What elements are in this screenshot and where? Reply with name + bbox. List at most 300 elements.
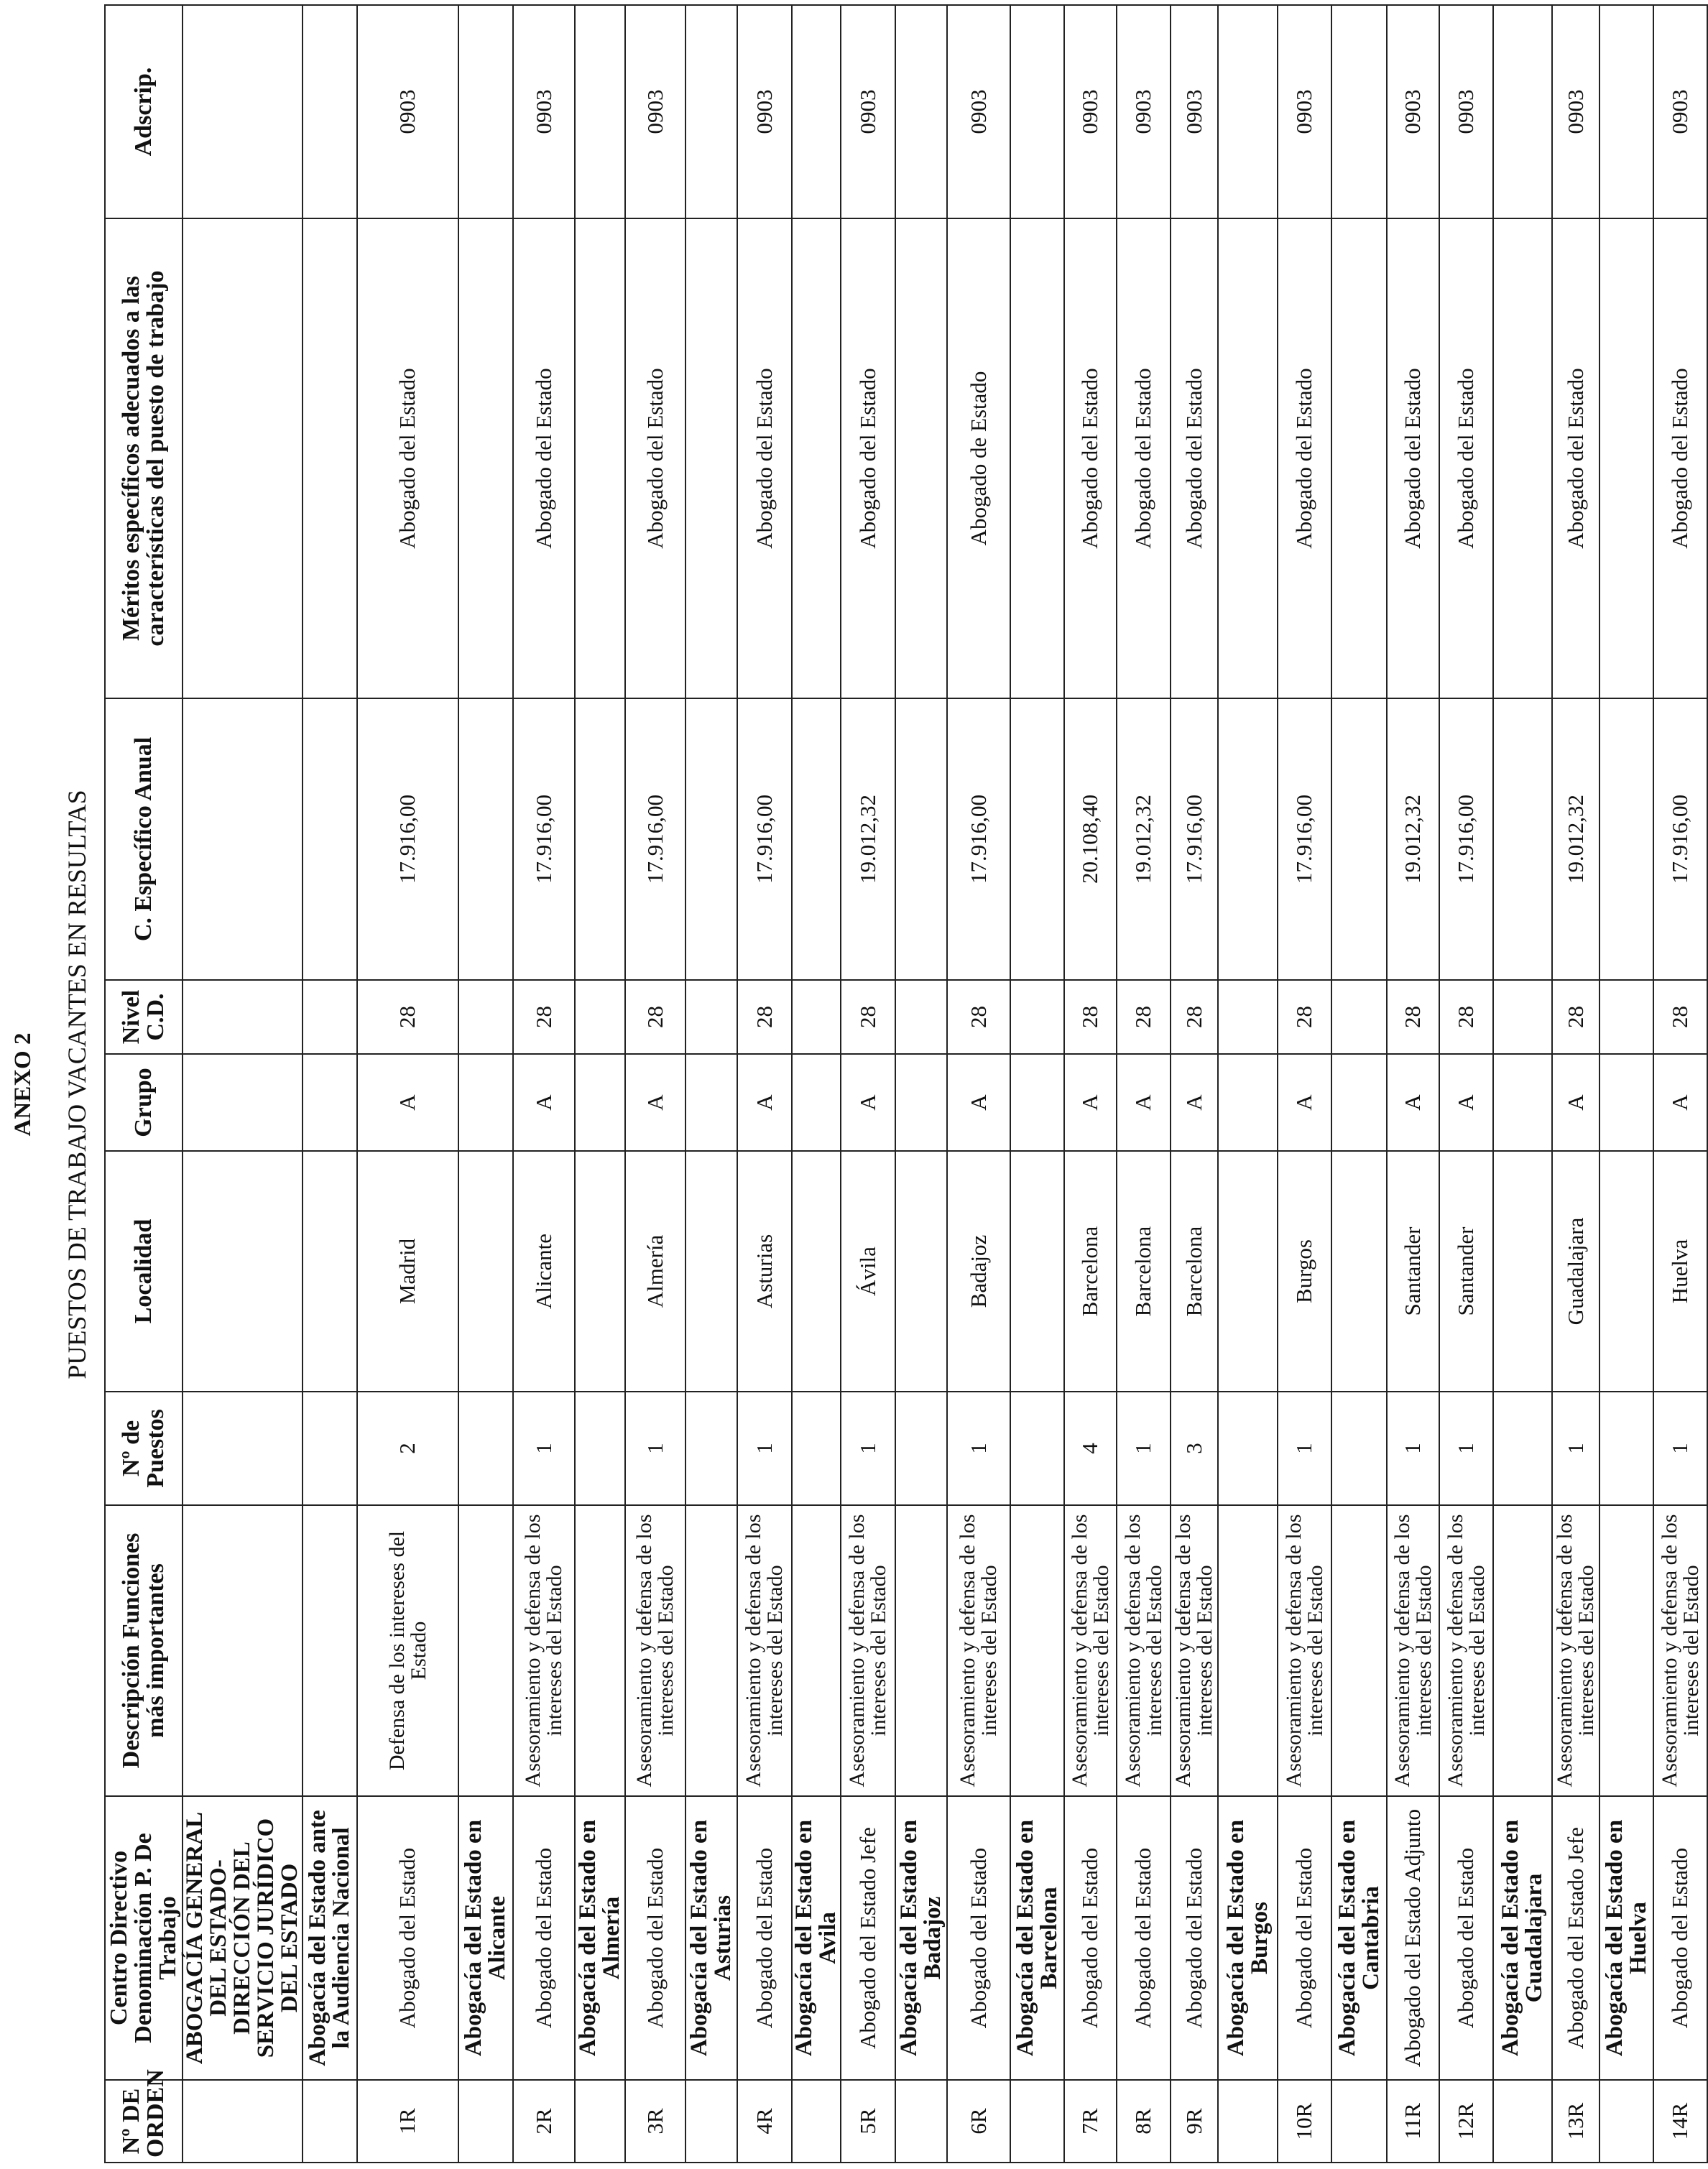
- empty-cell: [895, 1151, 947, 1392]
- empty-cell: [303, 1392, 357, 1505]
- especifico-cell: 17.916,00: [1439, 698, 1493, 980]
- adscrip-cell: 0903: [513, 5, 575, 218]
- empty-cell: [1218, 1505, 1278, 1796]
- table-row: [1171, 5, 1218, 2163]
- table-row: [841, 5, 895, 2163]
- col-header-funciones: Descripción Funciones más importantes: [105, 1505, 183, 1796]
- localidad-cell: Ávila: [841, 1151, 895, 1392]
- nivel-cell: 28: [1653, 980, 1707, 1054]
- empty-cell: [1599, 218, 1653, 698]
- empty-cell: [792, 1392, 841, 1505]
- empty-cell: [1493, 2080, 1552, 2163]
- empty-cell: [1010, 1392, 1064, 1505]
- empty-cell: [1218, 980, 1278, 1054]
- section-row: [575, 5, 625, 2163]
- section-row: [1599, 5, 1653, 2163]
- func-cell: Defensa de los intereses del Estado: [357, 1505, 458, 1796]
- empty-cell: [183, 5, 303, 218]
- empty-cell: [1599, 980, 1653, 1054]
- orden-cell: 2R: [513, 2080, 575, 2163]
- especifico-cell: 17.916,00: [1278, 698, 1331, 980]
- empty-cell: [1218, 2080, 1278, 2163]
- empty-cell: [685, 1505, 737, 1796]
- meritos-cell: Abogado de Estado: [947, 218, 1010, 698]
- col-header-centro: Centro Directivo Denominación P. De Trabajo: [105, 1796, 183, 2080]
- meritos-cell: Abogado del Estado: [1117, 218, 1171, 698]
- table-row: [737, 5, 792, 2163]
- nivel-cell: 28: [513, 980, 575, 1054]
- adscrip-cell: 0903: [841, 5, 895, 218]
- puestos-cell: 4: [1064, 1392, 1117, 1505]
- func-cell: Asesoramiento y defensa de los intereses del Estado: [1552, 1505, 1599, 1796]
- func-cell: Asesoramiento y defensa de los intereses del Estado: [513, 1505, 575, 1796]
- section-row: [458, 5, 513, 2163]
- table-row: [1064, 5, 1117, 2163]
- centro-directivo-cell: Abogacía del Estado ante la Audiencia Nacional: [303, 1796, 357, 2080]
- annex-title: ANEXO 2: [10, 1032, 36, 1137]
- meritos-cell: Abogado del Estado: [513, 218, 575, 698]
- grupo-cell: A: [1387, 1054, 1439, 1151]
- empty-cell: [1331, 1151, 1387, 1392]
- section-row: [1010, 5, 1064, 2163]
- empty-cell: [1218, 218, 1278, 698]
- adscrip-cell: 0903: [1552, 5, 1599, 218]
- orden-cell: 11R: [1387, 2080, 1439, 2163]
- empty-cell: [458, 980, 513, 1054]
- func-cell: Asesoramiento y defensa de los intereses del Estado: [1439, 1505, 1493, 1796]
- localidad-cell: Guadalajara: [1552, 1151, 1599, 1392]
- empty-cell: [183, 218, 303, 698]
- empty-cell: [575, 980, 625, 1054]
- empty-cell: [792, 1505, 841, 1796]
- localidad-cell: Santander: [1439, 1151, 1493, 1392]
- empty-cell: [792, 1054, 841, 1151]
- orden-cell: 6R: [947, 2080, 1010, 2163]
- den-cell: Abogado del Estado Jefe: [841, 1796, 895, 2080]
- den-cell: Abogado del Estado: [1064, 1796, 1117, 2080]
- empty-cell: [1331, 218, 1387, 698]
- grupo-cell: A: [625, 1054, 685, 1151]
- nivel-cell: 28: [947, 980, 1010, 1054]
- empty-cell: [458, 5, 513, 218]
- grupo-cell: A: [1064, 1054, 1117, 1151]
- empty-cell: [575, 2080, 625, 2163]
- empty-cell: [183, 1505, 303, 1796]
- den-cell: Abogado del Estado: [947, 1796, 1010, 2080]
- empty-cell: [458, 2080, 513, 2163]
- especifico-cell: 17.916,00: [625, 698, 685, 980]
- empty-cell: [575, 1054, 625, 1151]
- den-cell: Abogado del Estado: [1171, 1796, 1218, 2080]
- empty-cell: [303, 1505, 357, 1796]
- col-header-meritos: Méritos específicos adecuados a las características del puesto de trabajo: [105, 218, 183, 698]
- section-row: [1218, 5, 1278, 2163]
- empty-cell: [1493, 218, 1552, 698]
- meritos-cell: Abogado del Estado: [1064, 218, 1117, 698]
- empty-cell: [792, 698, 841, 980]
- func-cell: Asesoramiento y defensa de los intereses del Estado: [1117, 1505, 1171, 1796]
- puestos-cell: 2: [357, 1392, 458, 1505]
- meritos-cell: Abogado del Estado: [1278, 218, 1331, 698]
- orden-cell: 3R: [625, 2080, 685, 2163]
- orden-cell: 13R: [1552, 2080, 1599, 2163]
- empty-cell: [303, 980, 357, 1054]
- empty-cell: [303, 2080, 357, 2163]
- empty-cell: [1493, 1151, 1552, 1392]
- grupo-cell: A: [1653, 1054, 1707, 1151]
- empty-cell: [895, 2080, 947, 2163]
- table-row: [625, 5, 685, 2163]
- orden-cell: 8R: [1117, 2080, 1171, 2163]
- func-cell: Asesoramiento y defensa de los intereses del Estado: [625, 1505, 685, 1796]
- empty-cell: [1010, 218, 1064, 698]
- orden-cell: 7R: [1064, 2080, 1117, 2163]
- orden-cell: 1R: [357, 2080, 458, 2163]
- centro-directivo-cell: Abogacía del Estado en Barcelona: [1010, 1796, 1064, 2080]
- localidad-cell: Badajoz: [947, 1151, 1010, 1392]
- localidad-cell: Alicante: [513, 1151, 575, 1392]
- adscrip-cell: 0903: [947, 5, 1010, 218]
- empty-cell: [895, 1505, 947, 1796]
- centro-directivo-cell: Abogacía del Estado en Guadalajara: [1493, 1796, 1552, 2080]
- section-row: [1331, 5, 1387, 2163]
- empty-cell: [685, 698, 737, 980]
- puestos-cell: 1: [625, 1392, 685, 1505]
- empty-cell: [895, 5, 947, 218]
- especifico-cell: 17.916,00: [513, 698, 575, 980]
- meritos-cell: Abogado del Estado: [1653, 218, 1707, 698]
- empty-cell: [792, 1151, 841, 1392]
- especifico-cell: 17.916,00: [1171, 698, 1218, 980]
- empty-cell: [458, 218, 513, 698]
- col-header-orden: Nº DE ORDEN: [105, 2080, 183, 2163]
- empty-cell: [685, 5, 737, 218]
- adscrip-cell: 0903: [1171, 5, 1218, 218]
- nivel-cell: 28: [841, 980, 895, 1054]
- func-cell: Asesoramiento y defensa de los intereses del Estado: [1653, 1505, 1707, 1796]
- nivel-cell: 28: [1064, 980, 1117, 1054]
- especifico-cell: 20.108,40: [1064, 698, 1117, 980]
- nivel-cell: 28: [625, 980, 685, 1054]
- puestos-cell: 1: [1653, 1392, 1707, 1505]
- empty-cell: [575, 5, 625, 218]
- nivel-cell: 28: [357, 980, 458, 1054]
- empty-cell: [1599, 5, 1653, 218]
- grupo-cell: A: [1552, 1054, 1599, 1151]
- col-header-especifico: C. Específico Anual: [105, 698, 183, 980]
- localidad-cell: Barcelona: [1064, 1151, 1117, 1392]
- puestos-cell: 1: [947, 1392, 1010, 1505]
- adscrip-cell: 0903: [1439, 5, 1493, 218]
- meritos-cell: Abogado del Estado: [1171, 218, 1218, 698]
- adscrip-cell: 0903: [1387, 5, 1439, 218]
- localidad-cell: Barcelona: [1117, 1151, 1171, 1392]
- col-header-grupo: Grupo: [105, 1054, 183, 1151]
- adscrip-cell: 0903: [1064, 5, 1117, 218]
- section-row: [303, 5, 357, 2163]
- nivel-cell: 28: [1387, 980, 1439, 1054]
- table-row: [357, 5, 458, 2163]
- grupo-cell: A: [737, 1054, 792, 1151]
- empty-cell: [895, 1392, 947, 1505]
- grupo-cell: A: [1117, 1054, 1171, 1151]
- den-cell: Abogado del Estado: [1117, 1796, 1171, 2080]
- section-row: [895, 5, 947, 2163]
- orden-cell: 9R: [1171, 2080, 1218, 2163]
- nivel-cell: 28: [1171, 980, 1218, 1054]
- especifico-cell: 19.012,32: [1117, 698, 1171, 980]
- meritos-cell: Abogado del Estado: [841, 218, 895, 698]
- empty-cell: [792, 2080, 841, 2163]
- table-row: [1653, 5, 1707, 2163]
- empty-cell: [1331, 2080, 1387, 2163]
- empty-cell: [895, 218, 947, 698]
- especifico-cell: 17.916,00: [947, 698, 1010, 980]
- table-row: [1552, 5, 1599, 2163]
- puestos-cell: 1: [1552, 1392, 1599, 1505]
- especifico-cell: 19.012,32: [841, 698, 895, 980]
- empty-cell: [792, 218, 841, 698]
- col-header-adscrip: Adscrip.: [105, 5, 183, 218]
- empty-cell: [1010, 980, 1064, 1054]
- orden-cell: 5R: [841, 2080, 895, 2163]
- empty-cell: [303, 698, 357, 980]
- grupo-cell: A: [947, 1054, 1010, 1151]
- empty-cell: [458, 1505, 513, 1796]
- adscrip-cell: 0903: [625, 5, 685, 218]
- den-cell: Abogado del Estado: [1653, 1796, 1707, 2080]
- func-cell: Asesoramiento y defensa de los intereses del Estado: [1278, 1505, 1331, 1796]
- empty-cell: [458, 1054, 513, 1151]
- empty-cell: [1599, 1054, 1653, 1151]
- empty-cell: [303, 5, 357, 218]
- table-row: [1117, 5, 1171, 2163]
- empty-cell: [183, 980, 303, 1054]
- meritos-cell: Abogado del Estado: [625, 218, 685, 698]
- empty-cell: [685, 980, 737, 1054]
- centro-directivo-cell: Abogacía del Estado en Avila: [792, 1796, 841, 2080]
- nivel-cell: 28: [1278, 980, 1331, 1054]
- meritos-cell: Abogado del Estado: [1387, 218, 1439, 698]
- den-cell: Abogado del Estado: [1278, 1796, 1331, 2080]
- empty-cell: [458, 1151, 513, 1392]
- puestos-cell: 3: [1171, 1392, 1218, 1505]
- func-cell: Asesoramiento y defensa de los intereses del Estado: [1064, 1505, 1117, 1796]
- puestos-cell: 1: [737, 1392, 792, 1505]
- empty-cell: [575, 698, 625, 980]
- centro-directivo-cell: ABOGACÍA GENERAL DEL ESTADO-DIRECCIÓN DEL SERVICIO JURÍDICO DEL ESTADO: [183, 1796, 303, 2080]
- empty-cell: [1599, 1392, 1653, 1505]
- section-row: [183, 5, 303, 2163]
- orden-cell: 4R: [737, 2080, 792, 2163]
- empty-cell: [685, 1054, 737, 1151]
- empty-cell: [1599, 1505, 1653, 1796]
- empty-cell: [1331, 980, 1387, 1054]
- puestos-cell: 1: [1387, 1392, 1439, 1505]
- puestos-cell: 1: [1117, 1392, 1171, 1505]
- adscrip-cell: 0903: [1653, 5, 1707, 218]
- localidad-cell: Almería: [625, 1151, 685, 1392]
- puestos-cell: 1: [1439, 1392, 1493, 1505]
- col-header-puestos: Nº de Puestos: [105, 1392, 183, 1505]
- meritos-cell: Abogado del Estado: [737, 218, 792, 698]
- empty-cell: [1218, 698, 1278, 980]
- especifico-cell: 17.916,00: [357, 698, 458, 980]
- empty-cell: [183, 1392, 303, 1505]
- den-cell: Abogado del Estado: [1439, 1796, 1493, 2080]
- meritos-cell: Abogado del Estado: [1552, 218, 1599, 698]
- den-cell: Abogado del Estado Adjunto: [1387, 1796, 1439, 2080]
- empty-cell: [1331, 1054, 1387, 1151]
- func-cell: Asesoramiento y defensa de los intereses del Estado: [841, 1505, 895, 1796]
- centro-directivo-cell: Abogacía del Estado en Cantabria: [1331, 1796, 1387, 2080]
- empty-cell: [458, 1392, 513, 1505]
- empty-cell: [1218, 5, 1278, 218]
- section-row: [792, 5, 841, 2163]
- centro-directivo-cell: Abogacía del Estado en Burgos: [1218, 1796, 1278, 2080]
- centro-directivo-cell: Abogacía del Estado en Huelva: [1599, 1796, 1653, 2080]
- empty-cell: [183, 1151, 303, 1392]
- section-row: [1493, 5, 1552, 2163]
- grupo-cell: A: [1439, 1054, 1493, 1151]
- empty-cell: [792, 5, 841, 218]
- centro-directivo-cell: Abogacía del Estado en Alicante: [458, 1796, 513, 2080]
- localidad-cell: Barcelona: [1171, 1151, 1218, 1392]
- nivel-cell: 28: [737, 980, 792, 1054]
- empty-cell: [1493, 698, 1552, 980]
- empty-cell: [1599, 2080, 1653, 2163]
- den-cell: Abogado del Estado: [513, 1796, 575, 2080]
- nivel-cell: 28: [1439, 980, 1493, 1054]
- grupo-cell: A: [357, 1054, 458, 1151]
- empty-cell: [575, 1505, 625, 1796]
- header-row: [105, 5, 183, 2163]
- puestos-cell: 1: [513, 1392, 575, 1505]
- empty-cell: [1010, 698, 1064, 980]
- empty-cell: [575, 1392, 625, 1505]
- table-row: [513, 5, 575, 2163]
- empty-cell: [1218, 1392, 1278, 1505]
- especifico-cell: 19.012,32: [1552, 698, 1599, 980]
- empty-cell: [303, 1054, 357, 1151]
- func-cell: Asesoramiento y defensa de los intereses del Estado: [1171, 1505, 1218, 1796]
- orden-cell: 12R: [1439, 2080, 1493, 2163]
- empty-cell: [1599, 698, 1653, 980]
- puestos-cell: 1: [1278, 1392, 1331, 1505]
- orden-cell: 14R: [1653, 2080, 1707, 2163]
- table-row: [1278, 5, 1331, 2163]
- adscrip-cell: 0903: [1278, 5, 1331, 218]
- empty-cell: [1493, 1505, 1552, 1796]
- empty-cell: [1010, 5, 1064, 218]
- empty-cell: [575, 1151, 625, 1392]
- table-row: [947, 5, 1010, 2163]
- meritos-cell: Abogado del Estado: [357, 218, 458, 698]
- grupo-cell: A: [841, 1054, 895, 1151]
- empty-cell: [685, 218, 737, 698]
- empty-cell: [1331, 1392, 1387, 1505]
- col-header-nivel: Nivel C.D.: [105, 980, 183, 1054]
- centro-directivo-cell: Abogacía del Estado en Almería: [575, 1796, 625, 2080]
- empty-cell: [792, 980, 841, 1054]
- empty-cell: [183, 2080, 303, 2163]
- localidad-cell: Huelva: [1653, 1151, 1707, 1392]
- localidad-cell: Burgos: [1278, 1151, 1331, 1392]
- empty-cell: [303, 218, 357, 698]
- nivel-cell: 28: [1117, 980, 1171, 1054]
- especifico-cell: 19.012,32: [1387, 698, 1439, 980]
- empty-cell: [1010, 2080, 1064, 2163]
- localidad-cell: Asturias: [737, 1151, 792, 1392]
- especifico-cell: 17.916,00: [1653, 698, 1707, 980]
- adscrip-cell: 0903: [357, 5, 458, 218]
- empty-cell: [1010, 1151, 1064, 1392]
- table-row: [1439, 5, 1493, 2163]
- empty-cell: [1493, 1054, 1552, 1151]
- empty-cell: [458, 698, 513, 980]
- empty-cell: [1218, 1151, 1278, 1392]
- empty-cell: [895, 698, 947, 980]
- empty-cell: [1493, 5, 1552, 218]
- grupo-cell: A: [1171, 1054, 1218, 1151]
- empty-cell: [685, 2080, 737, 2163]
- empty-cell: [1493, 1392, 1552, 1505]
- empty-cell: [1331, 5, 1387, 218]
- empty-cell: [183, 1054, 303, 1151]
- empty-cell: [1599, 1151, 1653, 1392]
- adscrip-cell: 0903: [737, 5, 792, 218]
- grupo-cell: A: [1278, 1054, 1331, 1151]
- empty-cell: [685, 1151, 737, 1392]
- den-cell: Abogado del Estado: [625, 1796, 685, 2080]
- func-cell: Asesoramiento y defensa de los intereses del Estado: [947, 1505, 1010, 1796]
- section-row: [685, 5, 737, 2163]
- table-row: [1387, 5, 1439, 2163]
- empty-cell: [303, 1151, 357, 1392]
- den-cell: Abogado del Estado: [357, 1796, 458, 2080]
- empty-cell: [1331, 1505, 1387, 1796]
- centro-directivo-cell: Abogacía del Estado en Badajoz: [895, 1796, 947, 2080]
- adscrip-cell: 0903: [1117, 5, 1171, 218]
- localidad-cell: Santander: [1387, 1151, 1439, 1392]
- localidad-cell: Madrid: [357, 1151, 458, 1392]
- empty-cell: [575, 218, 625, 698]
- grupo-cell: A: [513, 1054, 575, 1151]
- especifico-cell: 17.916,00: [737, 698, 792, 980]
- nivel-cell: 28: [1552, 980, 1599, 1054]
- document-subtitle: PUESTOS DE TRABAJO VACANTES EN RESULTAS: [63, 790, 91, 1379]
- centro-directivo-cell: Abogacía del Estado en Asturias: [685, 1796, 737, 2080]
- orden-cell: 10R: [1278, 2080, 1331, 2163]
- func-cell: Asesoramiento y defensa de los intereses del Estado: [737, 1505, 792, 1796]
- empty-cell: [1331, 698, 1387, 980]
- den-cell: Abogado del Estado: [737, 1796, 792, 2080]
- empty-cell: [685, 1392, 737, 1505]
- func-cell: Asesoramiento y defensa de los intereses del Estado: [1387, 1505, 1439, 1796]
- empty-cell: [895, 980, 947, 1054]
- table-body: [183, 5, 1707, 2163]
- meritos-cell: Abogado del Estado: [1439, 218, 1493, 698]
- empty-cell: [1010, 1054, 1064, 1151]
- vacancies-table: [104, 4, 1708, 2163]
- empty-cell: [1010, 1505, 1064, 1796]
- empty-cell: [895, 1054, 947, 1151]
- empty-cell: [1218, 1054, 1278, 1151]
- col-header-localidad: Localidad: [105, 1151, 183, 1392]
- empty-cell: [183, 698, 303, 980]
- den-cell: Abogado del Estado Jefe: [1552, 1796, 1599, 2080]
- puestos-cell: 1: [841, 1392, 895, 1505]
